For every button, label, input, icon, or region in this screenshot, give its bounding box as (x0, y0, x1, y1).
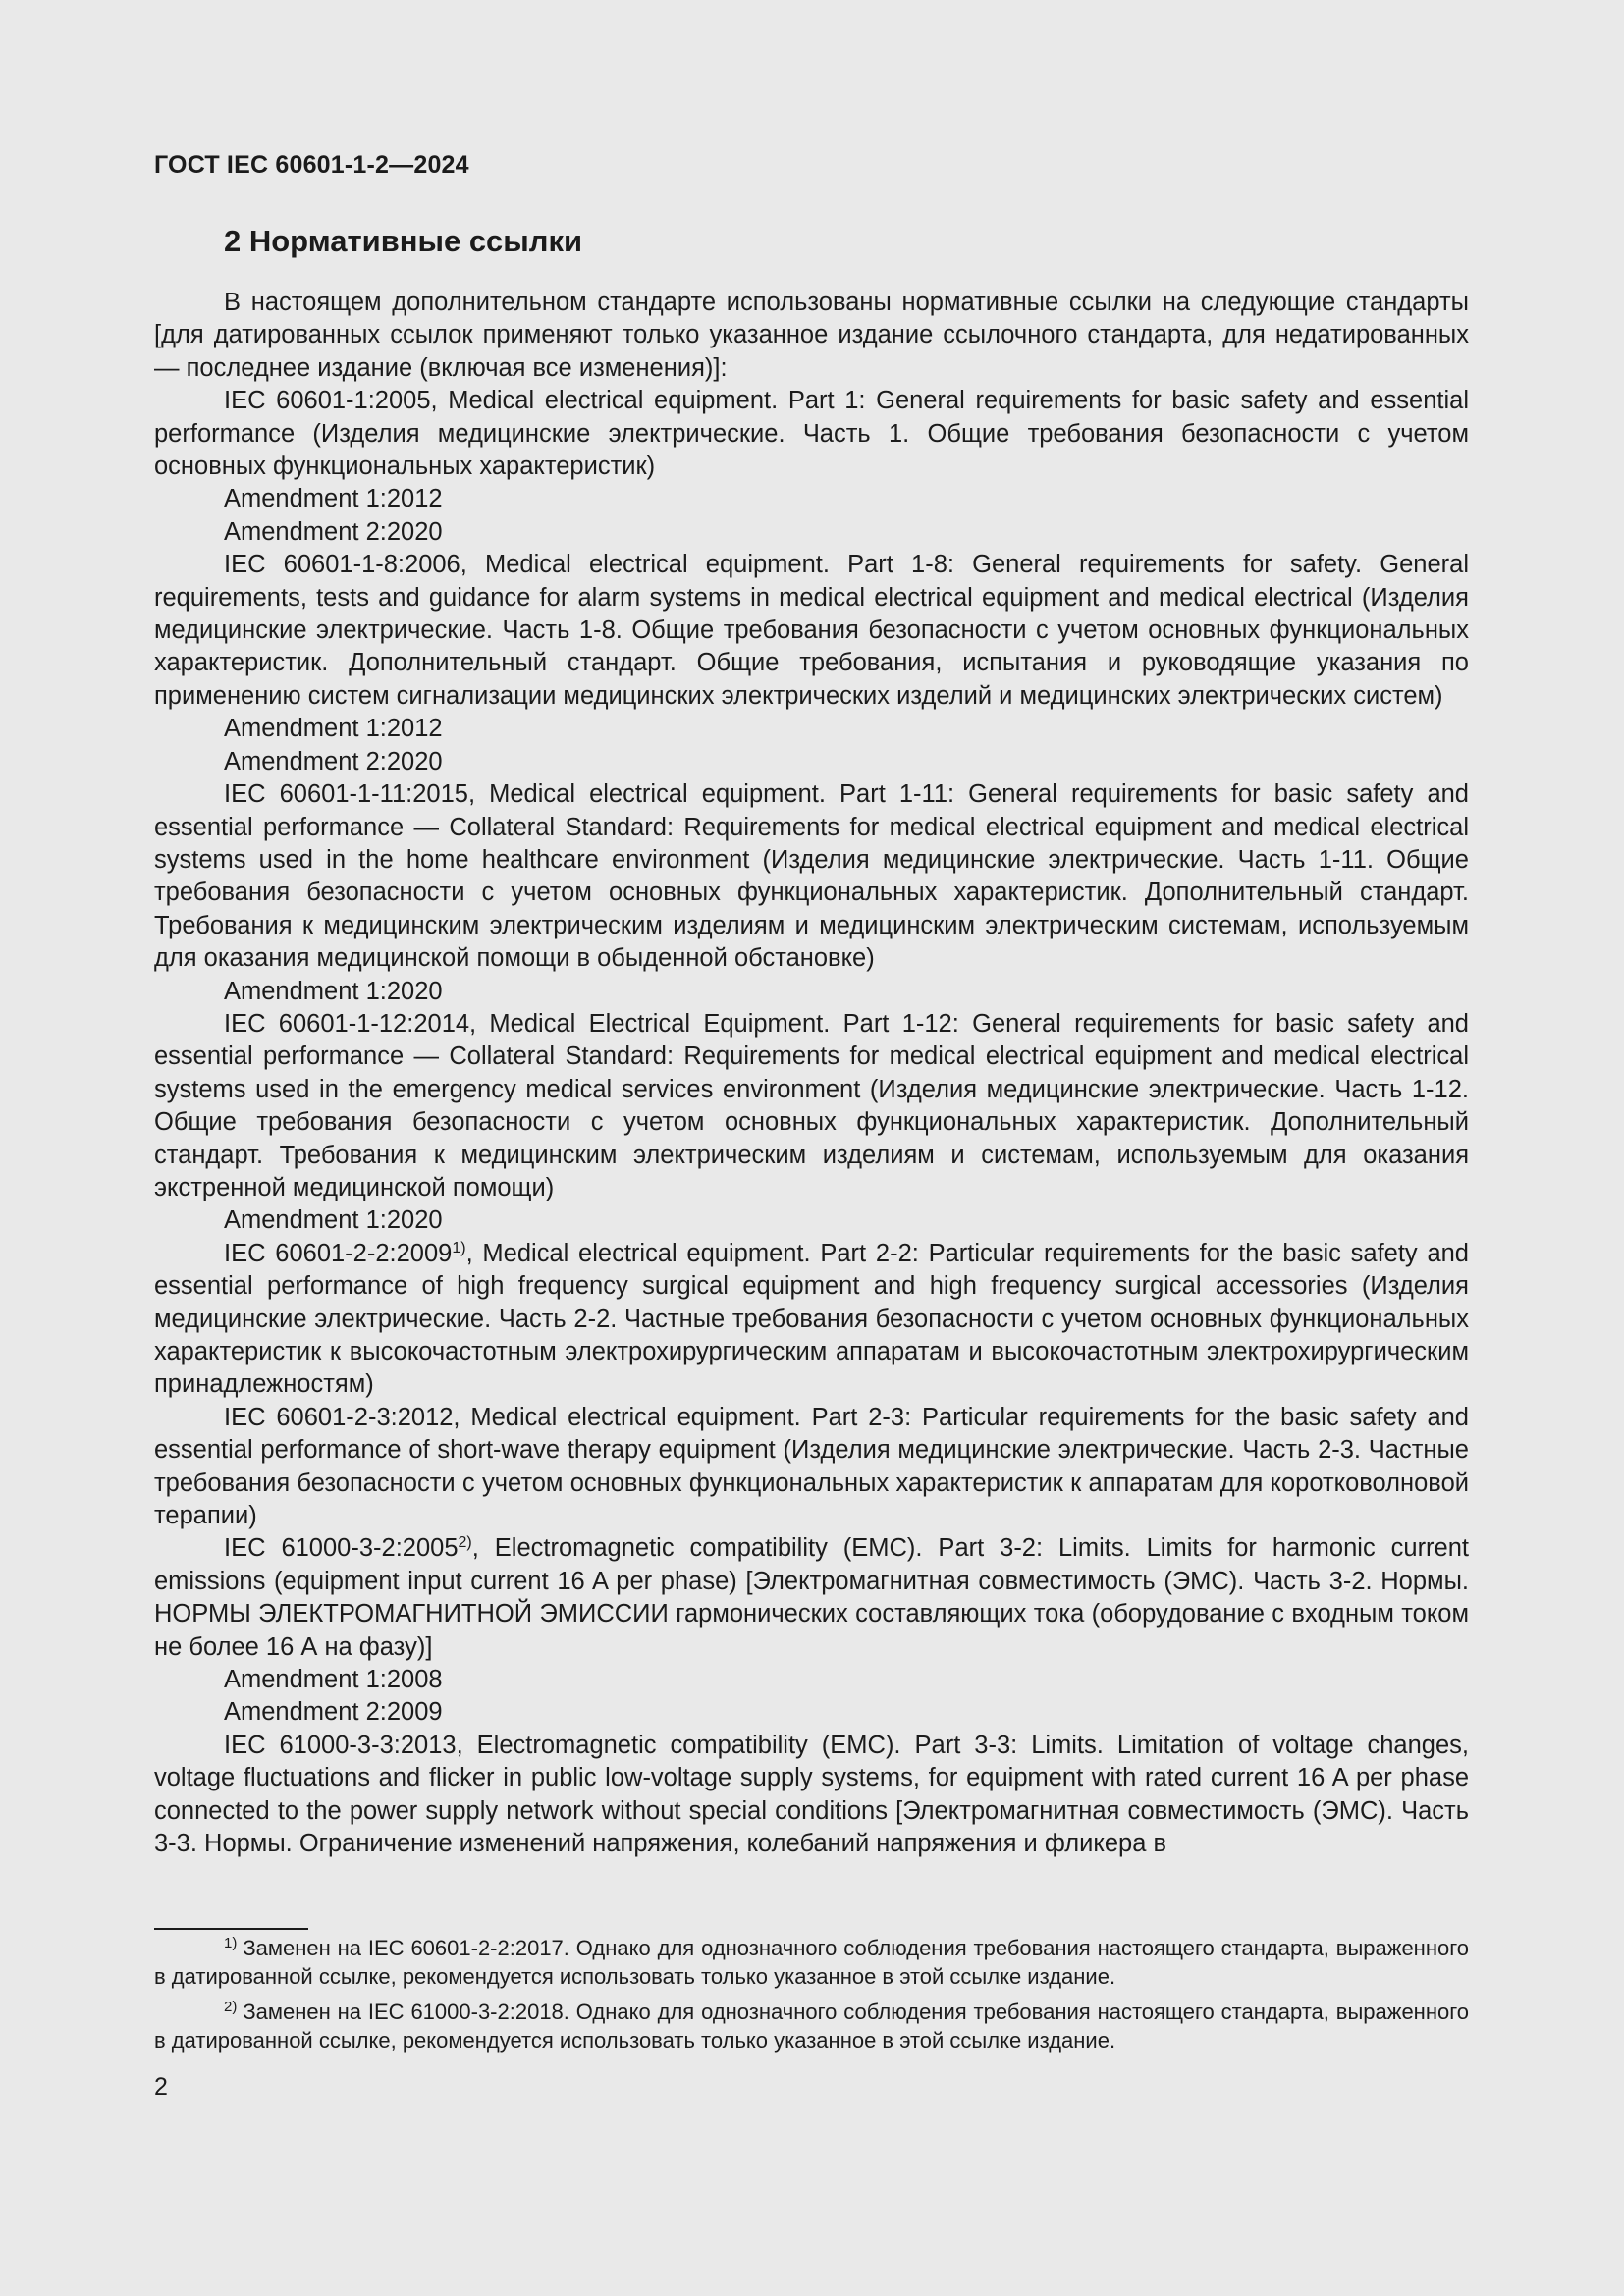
reference-entry: IEC 61000-3-3:2013, Electromagnetic compatibility (EMC). Part 3-3: Limits. Limitation of voltage changes, voltage fluctuations and flicker in public low-voltage supply systems, for equipment with rated current 16 A per phase connected to the power supply network without special conditions [Электромагнитная совместимость (ЭМС). Часть 3-3. Нормы. Ограничение изменений напряжения, колебаний напряжения и фликера в (154, 1731, 1469, 1858)
reference-text: , Medical electrical equipment. Part 2-2: Particular requirements for the basic safety and essential performance of high frequency surgical equipment and high frequency surgical accessories (Изделия медицинские электрические. Часть 2-2. Частные требования безопасности с учетом основных функциональных характеристик к высокочастотным электрохирургическим аппаратам и высокочастотным электрохирургическим принадлежностям) (154, 1239, 1469, 1399)
amendment-line: Amendment 1:2020 (224, 977, 443, 1005)
footnotes (154, 1934, 1469, 2061)
reference-text: , Electromagnetic compatibility (EMC). Part 3-2: Limits. Limits for harmonic current emissions (equipment input current 16 A per phase) [Электромагнитная совместимость (ЭМС). Часть 3-2. Нормы. НОРМЫ ЭЛЕКТРОМАГНИТНОЙ ЭМИССИИ гармонических составляющих тока (оборудование с входным током не более 16 А на фазу)] (154, 1534, 1469, 1661)
amendment-line: Amendment 2:2009 (224, 1698, 443, 1727)
footnote (154, 1998, 1469, 2055)
amendment-line: Amendment 2:2020 (224, 747, 443, 775)
reference-code: IEC 61000-3-2:2005 (224, 1534, 459, 1563)
section-title: 2 Нормативные ссылки (224, 224, 583, 258)
reference-entry: IEC 60601-1-8:2006, Medical electrical equipment. Part 1-8: General requirements for safety. General requirements, tests and guidance for alarm systems in medical electrical equipment and medical electrical (Изделия медицинские электрические. Часть 1-8. Общие требования безопасности с учетом основных функциональных характеристик. Дополнительный стандарт. Общие требования, испытания и руководящие указания по применению систем сигнализации медицинских электрических изделий и медицинских электрических систем) (154, 551, 1469, 710)
document-header: ГОСТ IEC 60601-1-2—2024 (154, 151, 469, 179)
amendment-line: Amendment 2:2020 (224, 517, 443, 546)
footnote-marker[interactable]: 2) (458, 1534, 472, 1552)
reference-entry: IEC 60601-2-3:2012, Medical electrical equipment. Part 2-3: Particular requirements for the basic safety and essential performance of short-wave therapy equipment (Изделия медицинские электрические. Часть 2-3. Частные требования безопасности с учетом основных функциональных характеристик к аппаратам для коротковолновой терапии) (154, 1403, 1469, 1530)
footnote-separator (154, 1928, 308, 1930)
reference-entry: IEC 60601-1:2005, Medical electrical equipment. Part 1: General requirements for basic safety and essential performance (Изделия медицинские электрические. Часть 1. Общие требования безопасности с учетом основных функциональных характеристик) (154, 387, 1469, 481)
reference-entry: IEC 60601-1-12:2014, Medical Electrical Equipment. Part 1-12: General requirements for basic safety and essential performance — Collateral Standard: Requirements for medical electrical equipment and medical electrical systems used in the emergency medical services environment (Изделия медицинские электрические. Часть 1-12. Общие требования безопасности с учетом основных функциональных характеристик. Дополнительный стандарт. Требования к медицинским электрическим изделиям и системам, используемым для оказания экстренной медицинской помощи) (154, 1009, 1469, 1201)
footnote (154, 1934, 1469, 1991)
footnote-text: Заменен на IEC 60601-2-2:2017. Однако для однозначного соблюдения требования настоящего стандарта, выраженного в датированной ссылке, рекомендуется использовать только указанное в этой ссылке издание. (154, 1936, 1469, 1989)
amendment-line: Amendment 1:2012 (224, 715, 443, 743)
reference-entry (154, 1238, 1469, 1402)
page-number: 2 (154, 2073, 168, 2101)
normative-references-body (154, 287, 1469, 1861)
footnote-mark: 2) (224, 1999, 238, 2015)
footnote-text: Заменен на IEC 61000-3-2:2018. Однако для однозначного соблюдения требования настоящего стандарта, выраженного в датированной ссылке, рекомендуется использовать только указанное в этой ссылке издание. (154, 2000, 1469, 2053)
reference-entry: IEC 60601-1-11:2015, Medical electrical equipment. Part 1-11: General requirements for basic safety and essential performance — Collateral Standard: Requirements for medical electrical equipment and medical electrical systems used in the home healthcare environment (Изделия медицинские электрические. Часть 1-11. Общие требования безопасности с учетом основных функциональных характеристик. Дополнительный стандарт. Требования к медицинским электрическим изделиям и медицинским электрическим системам, используемым для оказания медицинской помощи в обыденной обстановке) (154, 780, 1469, 973)
reference-code: IEC 60601-2-2:2009 (224, 1239, 453, 1267)
intro-paragraph: В настоящем дополнительном стандарте использованы нормативные ссылки на следующие стандарты [для датированных ссылок применяют только указанное издание ссылочного стандарта, для недатированных — последнее издание (включая все изменения)]: (154, 289, 1469, 382)
reference-entry (154, 1532, 1469, 1664)
amendment-line: Amendment 1:2012 (224, 485, 443, 513)
amendment-line: Amendment 1:2008 (224, 1666, 443, 1694)
amendment-line: Amendment 1:2020 (224, 1206, 443, 1235)
footnote-mark: 1) (224, 1935, 238, 1951)
footnote-marker[interactable]: 1) (452, 1239, 466, 1256)
